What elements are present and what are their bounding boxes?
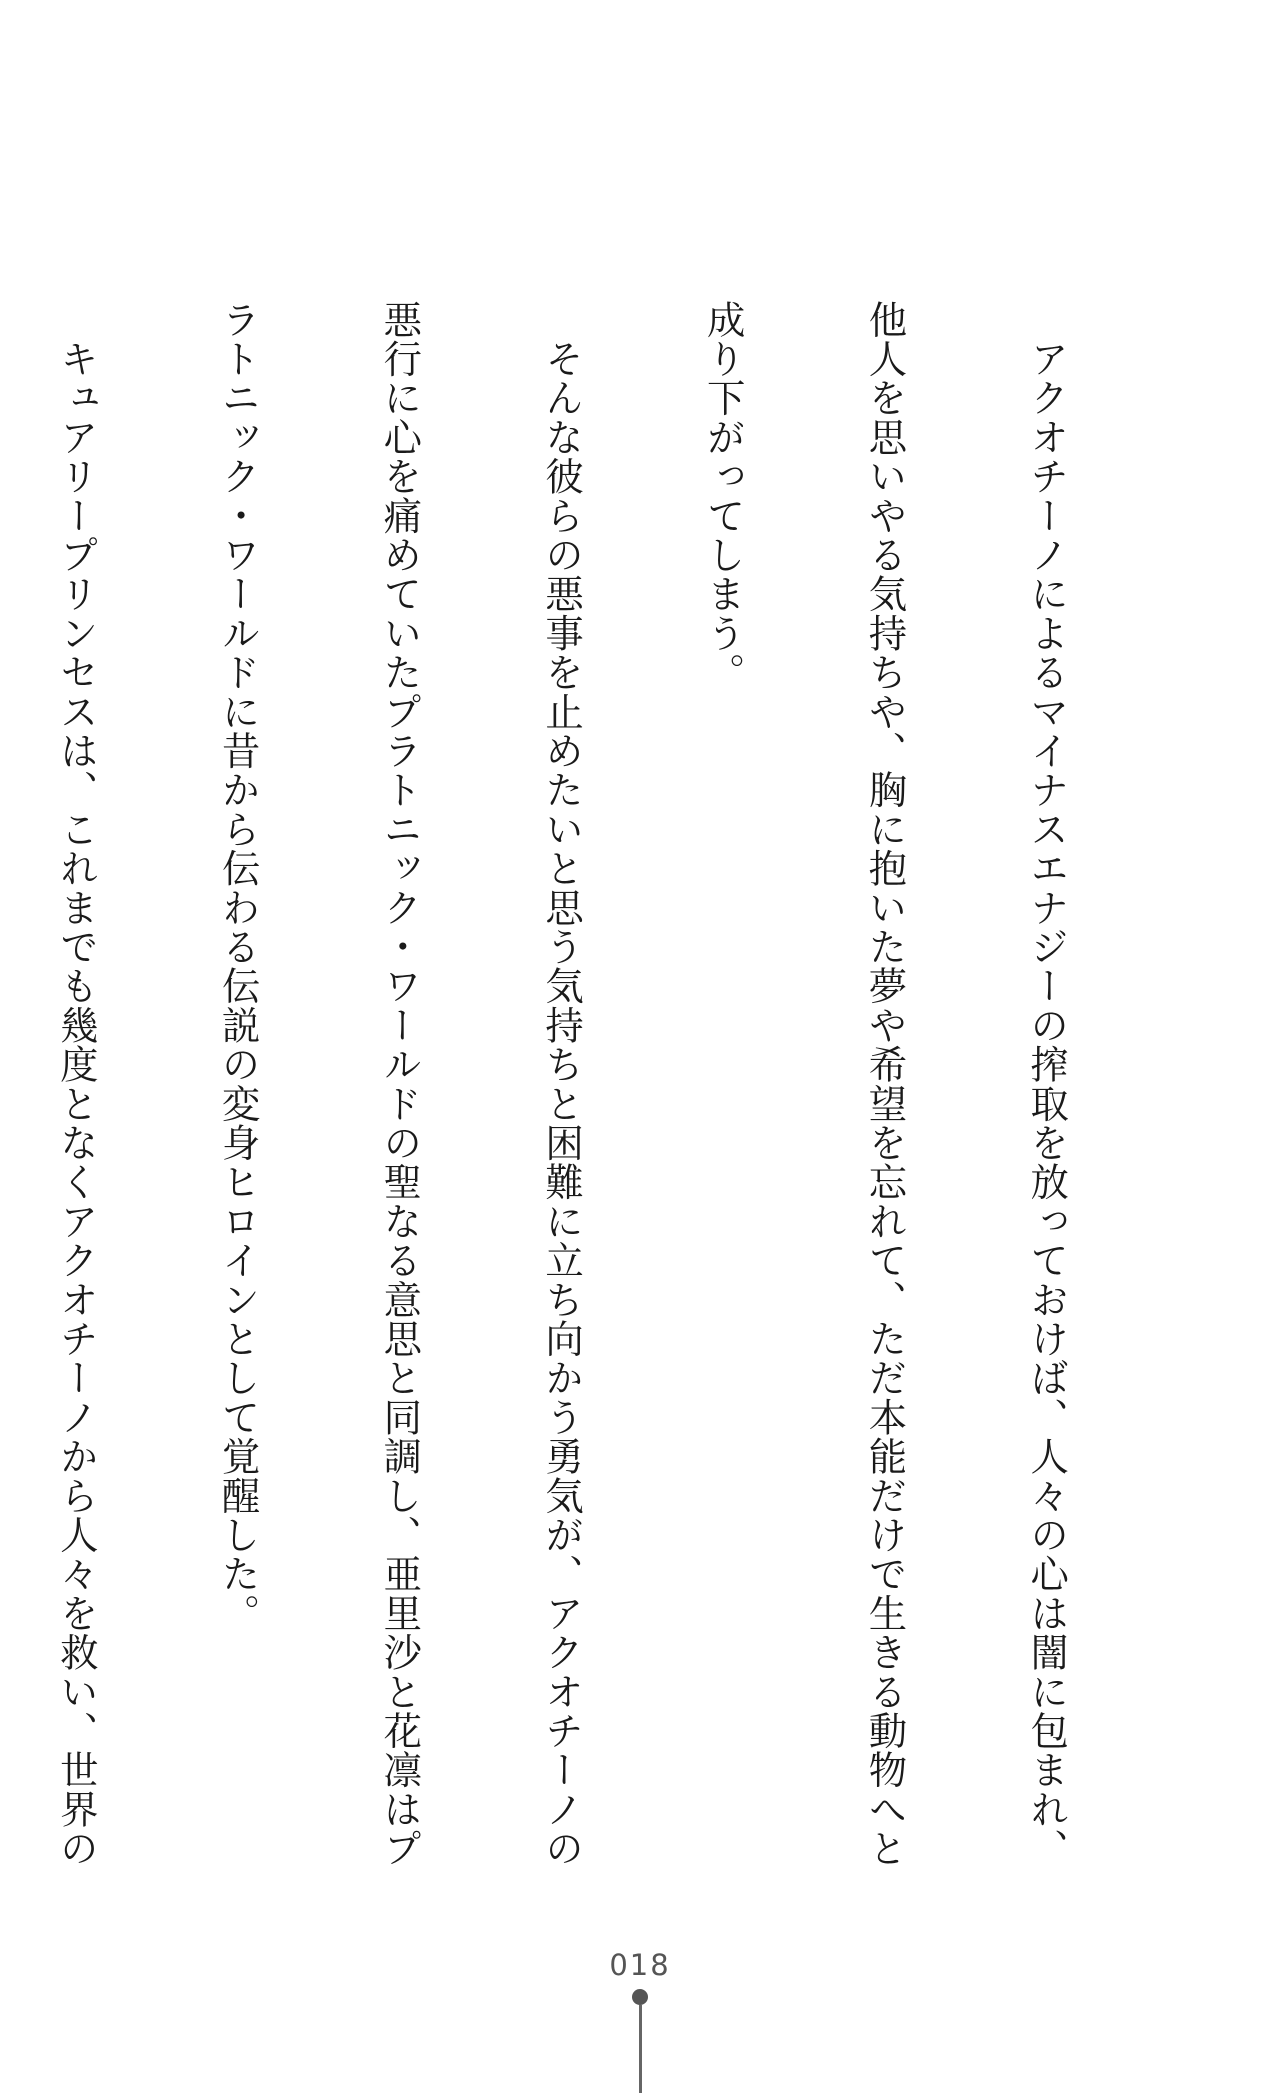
text-line-2: 他人を思いやる気持ちや、胸に抱いた夢や希望を忘れて、ただ本能だけで生きる動物へと [861,300,907,1868]
text-line-1: アクオチーノによるマイナスエナジーの搾取を放っておけば、人々の心は闇に包まれ、 [1023,300,1069,1868]
text-line-6: ラトニック・ワールドに昔から伝わる伝説の変身ヒロインとして覚醒した。 [214,300,260,1633]
text-line-5: 悪行に心を痛めていたプラトニック・ワールドの聖なる意思と同調し、亜里沙と花凛はプ [376,300,422,1868]
text-line-4: そんな彼らの悪事を止めたいと思う気持ちと困難に立ち向かう勇気が、アクオチーノの [538,300,584,1868]
text-line-7: キュアリープリンセスは、これまでも幾度となくアクオチーノから人々を救い、世界の [52,300,98,1868]
vertical-text-block [52,300,1180,1868]
text-line-3: 成り下がってしまう。 [699,300,745,692]
page-marker-dot [632,1989,648,2005]
page-marker-line [639,2005,642,2093]
page-number: 018 [609,1948,671,1982]
